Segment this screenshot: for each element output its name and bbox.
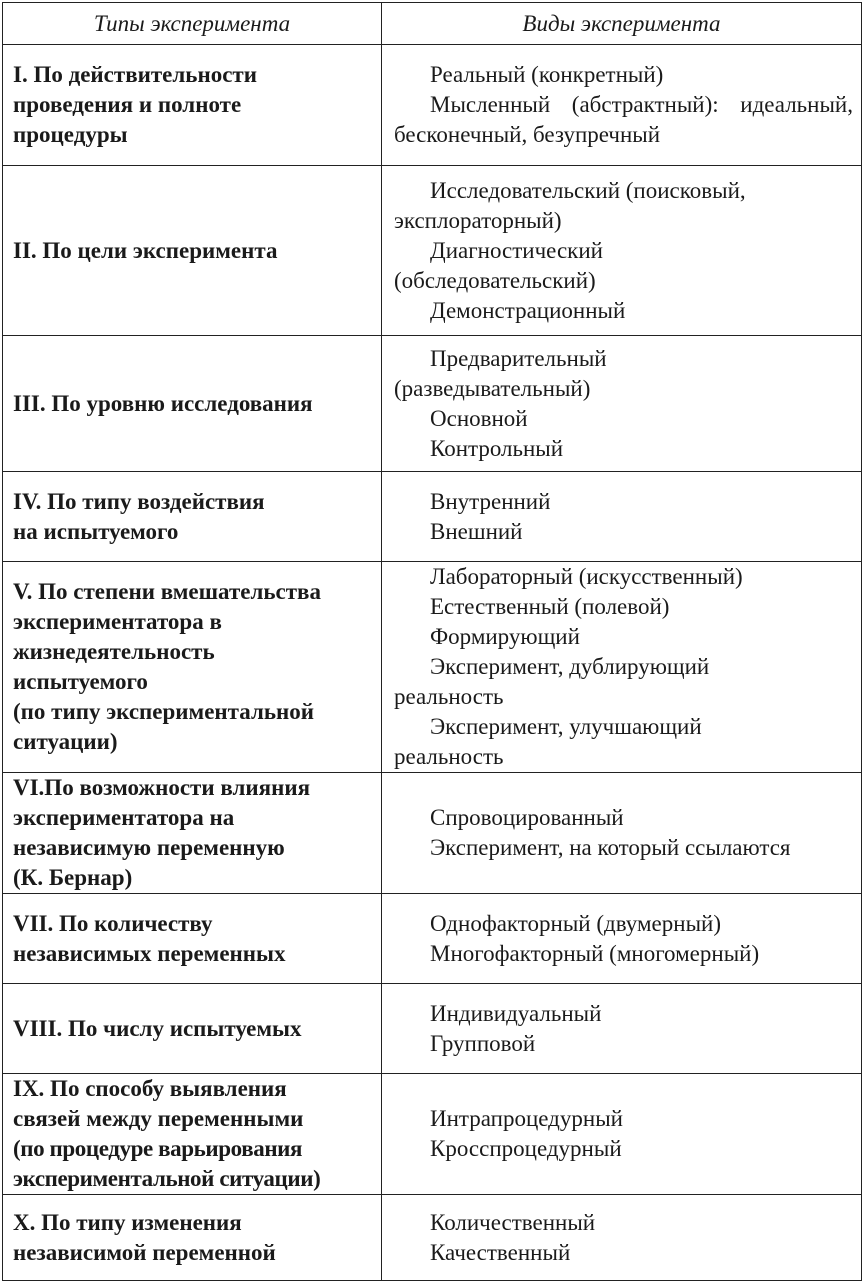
- type-line: V. По степени вмешательства: [13, 579, 321, 604]
- type-line: проведения и полноте: [13, 92, 242, 117]
- kinds-cell: [382, 472, 862, 562]
- type-line: ситуации): [13, 729, 118, 754]
- kind-item: Количественный: [430, 1209, 596, 1235]
- table-row: [3, 984, 862, 1074]
- header-row: [3, 3, 862, 45]
- kinds-cell: [382, 336, 862, 472]
- kind-item: Индивидуальный: [430, 1000, 602, 1026]
- type-line: экспериментатора в: [13, 609, 222, 634]
- kind-item: Лабораторный (искусственный): [430, 564, 743, 589]
- table-row: [3, 166, 862, 336]
- kinds-cell: [382, 1074, 862, 1195]
- table-row: [3, 45, 862, 166]
- type-cell: [3, 1074, 382, 1195]
- kind-item: Предварительный (разведывательный): [394, 345, 607, 401]
- type-line: (по типу экспериментальной: [13, 699, 315, 724]
- type-line: III. По уровню исследования: [13, 390, 313, 416]
- kind-item: Групповой: [430, 1030, 536, 1056]
- type-line: VII. По количеству: [13, 910, 213, 936]
- type-cell: [3, 984, 382, 1074]
- kind-item: Интрапроцедурный: [430, 1106, 623, 1131]
- table-row: [3, 562, 862, 773]
- type-line: испытуемого: [13, 669, 148, 694]
- kinds-cell: [382, 562, 862, 773]
- type-line: независимую переменную: [13, 835, 285, 860]
- kinds-cell: [382, 984, 862, 1074]
- kind-item: Внешний: [430, 518, 523, 544]
- kind-item: Мысленный (абстрактный): идеальный, бесконечный, безупречный: [394, 92, 853, 147]
- type-line: независимой переменной: [13, 1239, 276, 1265]
- kind-item: Контрольный: [430, 435, 564, 461]
- experiment-types-table: [2, 2, 862, 1281]
- table-row: [3, 1195, 862, 1281]
- kind-item: Спровоцированный: [430, 805, 624, 830]
- table-row: [3, 894, 862, 984]
- kinds-cell: [382, 166, 862, 336]
- kind-item: Формирующий: [430, 624, 580, 649]
- type-line: экспериментальной ситуации): [13, 1166, 321, 1191]
- type-cell: [3, 894, 382, 984]
- kind-item: Качественный: [430, 1239, 571, 1265]
- type-line: экспериментатора на: [13, 805, 235, 830]
- type-line: VIII. По числу испытуемых: [13, 1015, 302, 1041]
- kinds-column-header: Виды эксперимента: [382, 3, 862, 45]
- table-row: [3, 773, 862, 894]
- type-line: I. По действительности: [13, 62, 257, 87]
- type-cell: [3, 336, 382, 472]
- kind-item: Однофакторный (двумерный): [430, 910, 721, 936]
- type-line: (К. Бернар): [13, 865, 133, 890]
- type-cell: [3, 45, 382, 166]
- table-row: [3, 472, 862, 562]
- kind-item: Внутренний: [430, 488, 551, 514]
- kinds-cell: [382, 894, 862, 984]
- types-column-header: Типы эксперимента: [3, 3, 382, 45]
- type-cell: [3, 1195, 382, 1281]
- type-line: на испытуемого: [13, 518, 179, 544]
- kind-item: Эксперимент, улучшающий реальность: [394, 714, 702, 769]
- kind-item: Естественный (полевой): [430, 594, 670, 619]
- kinds-cell: [382, 1195, 862, 1281]
- kind-item: Основной: [430, 405, 528, 431]
- type-line: независимых переменных: [13, 940, 286, 966]
- kind-item: Многофакторный (многомерный): [430, 940, 760, 966]
- type-line: жизнедеятельность: [13, 639, 215, 664]
- type-line: связей между переменными: [13, 1106, 304, 1131]
- kind-item: Исследовательский (поисковый, эксплораторный): [394, 177, 746, 233]
- type-cell: [3, 773, 382, 894]
- kinds-cell: [382, 45, 862, 166]
- type-line: IV. По типу воздействия: [13, 488, 265, 514]
- kinds-cell: [382, 773, 862, 894]
- kind-item: Диагностический (обследовательский): [394, 237, 603, 293]
- type-cell: [3, 166, 382, 336]
- type-line: процедуры: [13, 122, 128, 147]
- type-line: (по процедуре варьирования: [13, 1136, 303, 1161]
- table-row: [3, 336, 862, 472]
- kind-item: Демонстрационный: [430, 297, 626, 323]
- type-line: VI.По возможности влияния: [13, 775, 311, 800]
- type-cell: [3, 562, 382, 773]
- kind-item: Эксперимент, дублирующий реальность: [394, 654, 710, 709]
- kind-item: Кросспроцедурный: [430, 1136, 622, 1161]
- type-cell: [3, 472, 382, 562]
- type-line: X. По типу изменения: [13, 1209, 242, 1235]
- kind-item: Реальный (конкретный): [430, 62, 664, 87]
- table-row: [3, 1074, 862, 1195]
- type-line: IX. По способу выявления: [13, 1076, 287, 1101]
- type-line: II. По цели эксперимента: [13, 237, 278, 263]
- kind-item: Эксперимент, на который ссылаются: [430, 835, 791, 860]
